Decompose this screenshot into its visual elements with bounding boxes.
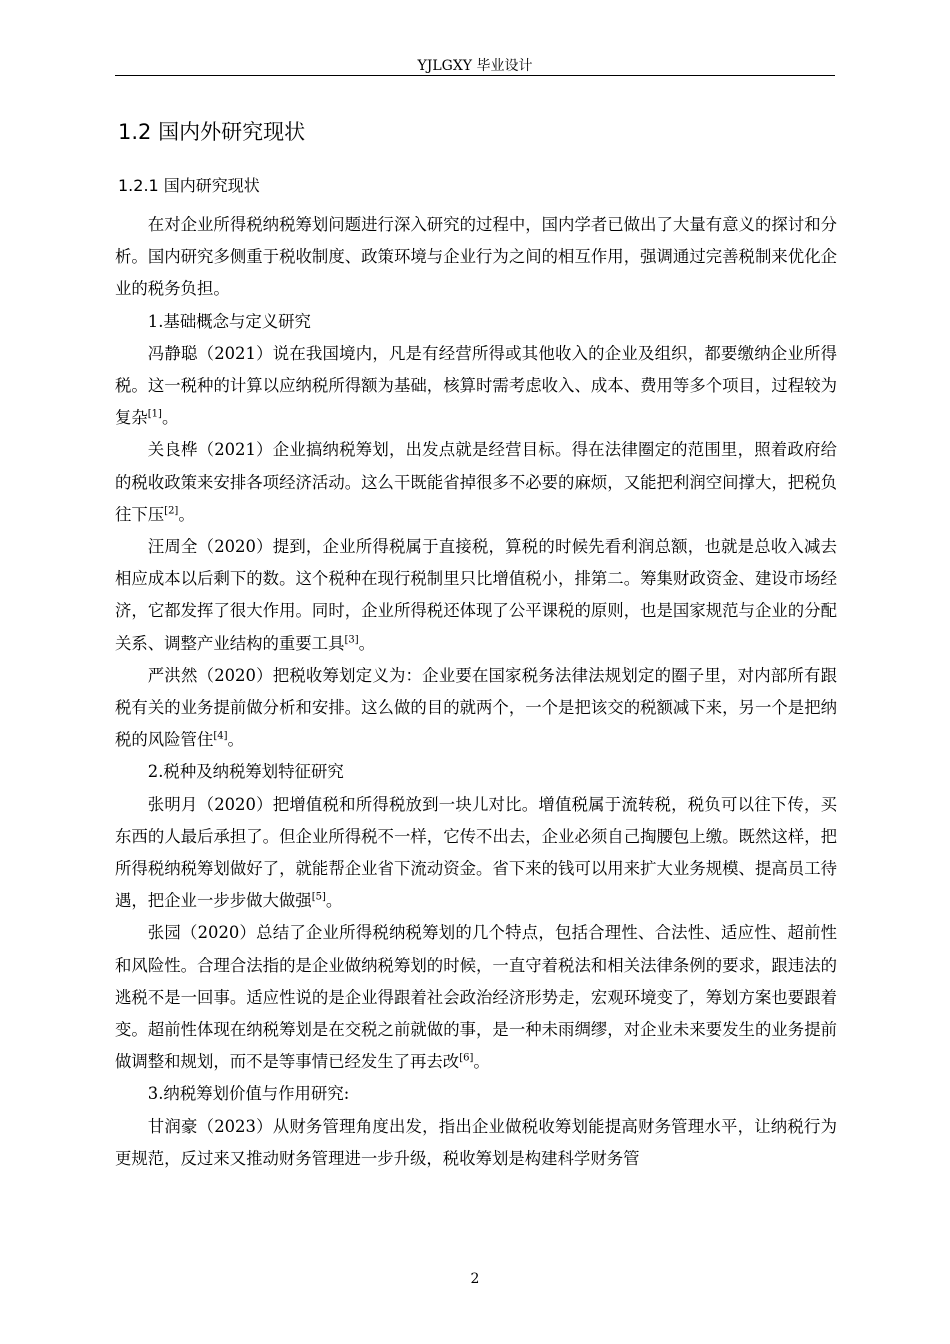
- paragraph: 冯静聪（2021）说在我国境内，凡是有经营所得或其他收入的企业及组织，都要缴纳企业所得税。这一税种的计算以应纳税所得额为基础，核算时需考虑收入、成本、费用等多个项目，过程较为复杂[1]。: [115, 343, 837, 428]
- numbered-heading: 1.基础概念与定义研究: [147, 311, 311, 331]
- numbered-heading: 3.纳税筹划价值与作用研究:: [147, 1084, 350, 1104]
- citation-ref: [6]: [459, 1052, 474, 1064]
- body-text: [115, 209, 837, 1175]
- citation-ref: [4]: [213, 730, 228, 742]
- paragraph: 严洪然（2020）把税收筹划定义为：企业要在国家税务法律法规划定的圈子里，对内部所有跟税有关的业务提前做分析和安排。这么做的目的就两个，一个是把该交的税额减下来，另一个是把纳税的风险管住[4]。: [115, 665, 837, 750]
- paragraph: 张园（2020）总结了企业所得税纳税筹划的几个特点，包括合理性、合法性、适应性、超前性和风险性。合理合法指的是企业做纳税筹划的时候，一直守着税法和相关法律条例的要求，跟违法的逃税不是一回事。适应性说的是企业得跟着社会政治经济形势走，宏观环境变了，筹划方案也要跟着变。超前性体现在纳税筹划是在交税之前就做的事，是一种未雨绸缪，对企业未来要发生的业务提前做调整和规划，而不是等事情已经发生了再去改[6]。: [115, 923, 837, 1072]
- numbered-heading: 2.税种及纳税筹划特征研究: [147, 762, 344, 782]
- page-number: 2: [470, 1271, 480, 1287]
- citation-ref: [3]: [344, 634, 359, 646]
- paragraph: 甘润豪（2023）从财务管理角度出发，指出企业做税收筹划能提高财务管理水平，让纳税行为更规范，反过来又推动财务管理进一步升级，税收筹划是构建科学财务管: [115, 1116, 837, 1168]
- citation-ref: [1]: [147, 408, 162, 420]
- page-header: YJLGXY 毕业设计: [417, 58, 533, 74]
- subsection-title: 1.2.1 国内研究现状: [118, 176, 260, 195]
- citation-ref: [2]: [164, 505, 179, 517]
- paragraph: 张明月（2020）把增值税和所得税放到一块儿对比。增值税属于流转税，税负可以往下传，买东西的人最后承担了。但企业所得税不一样，它传不出去，企业必须自己掏腰包上缴。既然这样，把所得税纳税筹划做好了，就能帮企业省下流动资金。省下来的钱可以用来扩大业务规模、提高员工待遇，把企业一步步做大做强[5]。: [115, 794, 837, 911]
- paragraph: 关良桦（2021）企业搞纳税筹划，出发点就是经营目标。得在法律圈定的范围里，照着政府给的税收政策来安排各项经济活动。这么干既能省掉很多不必要的麻烦，又能把利润空间撑大，把税负往下压[2]。: [115, 440, 837, 524]
- section-title: 1.2 国内外研究现状: [118, 120, 306, 144]
- paragraph: 在对企业所得税纳税筹划问题进行深入研究的过程中，国内学者已做出了大量有意义的探讨和分析。国内研究多侧重于税收制度、政策环境与企业行为之间的相互作用，强调通过完善税制来优化企业的税务负担。: [115, 215, 837, 299]
- header-rule: [115, 75, 835, 76]
- paragraph: 汪周全（2020）提到，企业所得税属于直接税，算税的时候先看利润总额，也就是总收入减去相应成本以后剩下的数。这个税种在现行税制里只比增值税小，排第二。筹集财政资金、建设市场经济，它都发挥了很大作用。同时，企业所得税还体现了公平课税的原则，也是国家规范与企业的分配关系、调整产业结构的重要工具[3]。: [115, 537, 837, 653]
- citation-ref: [5]: [311, 891, 326, 903]
